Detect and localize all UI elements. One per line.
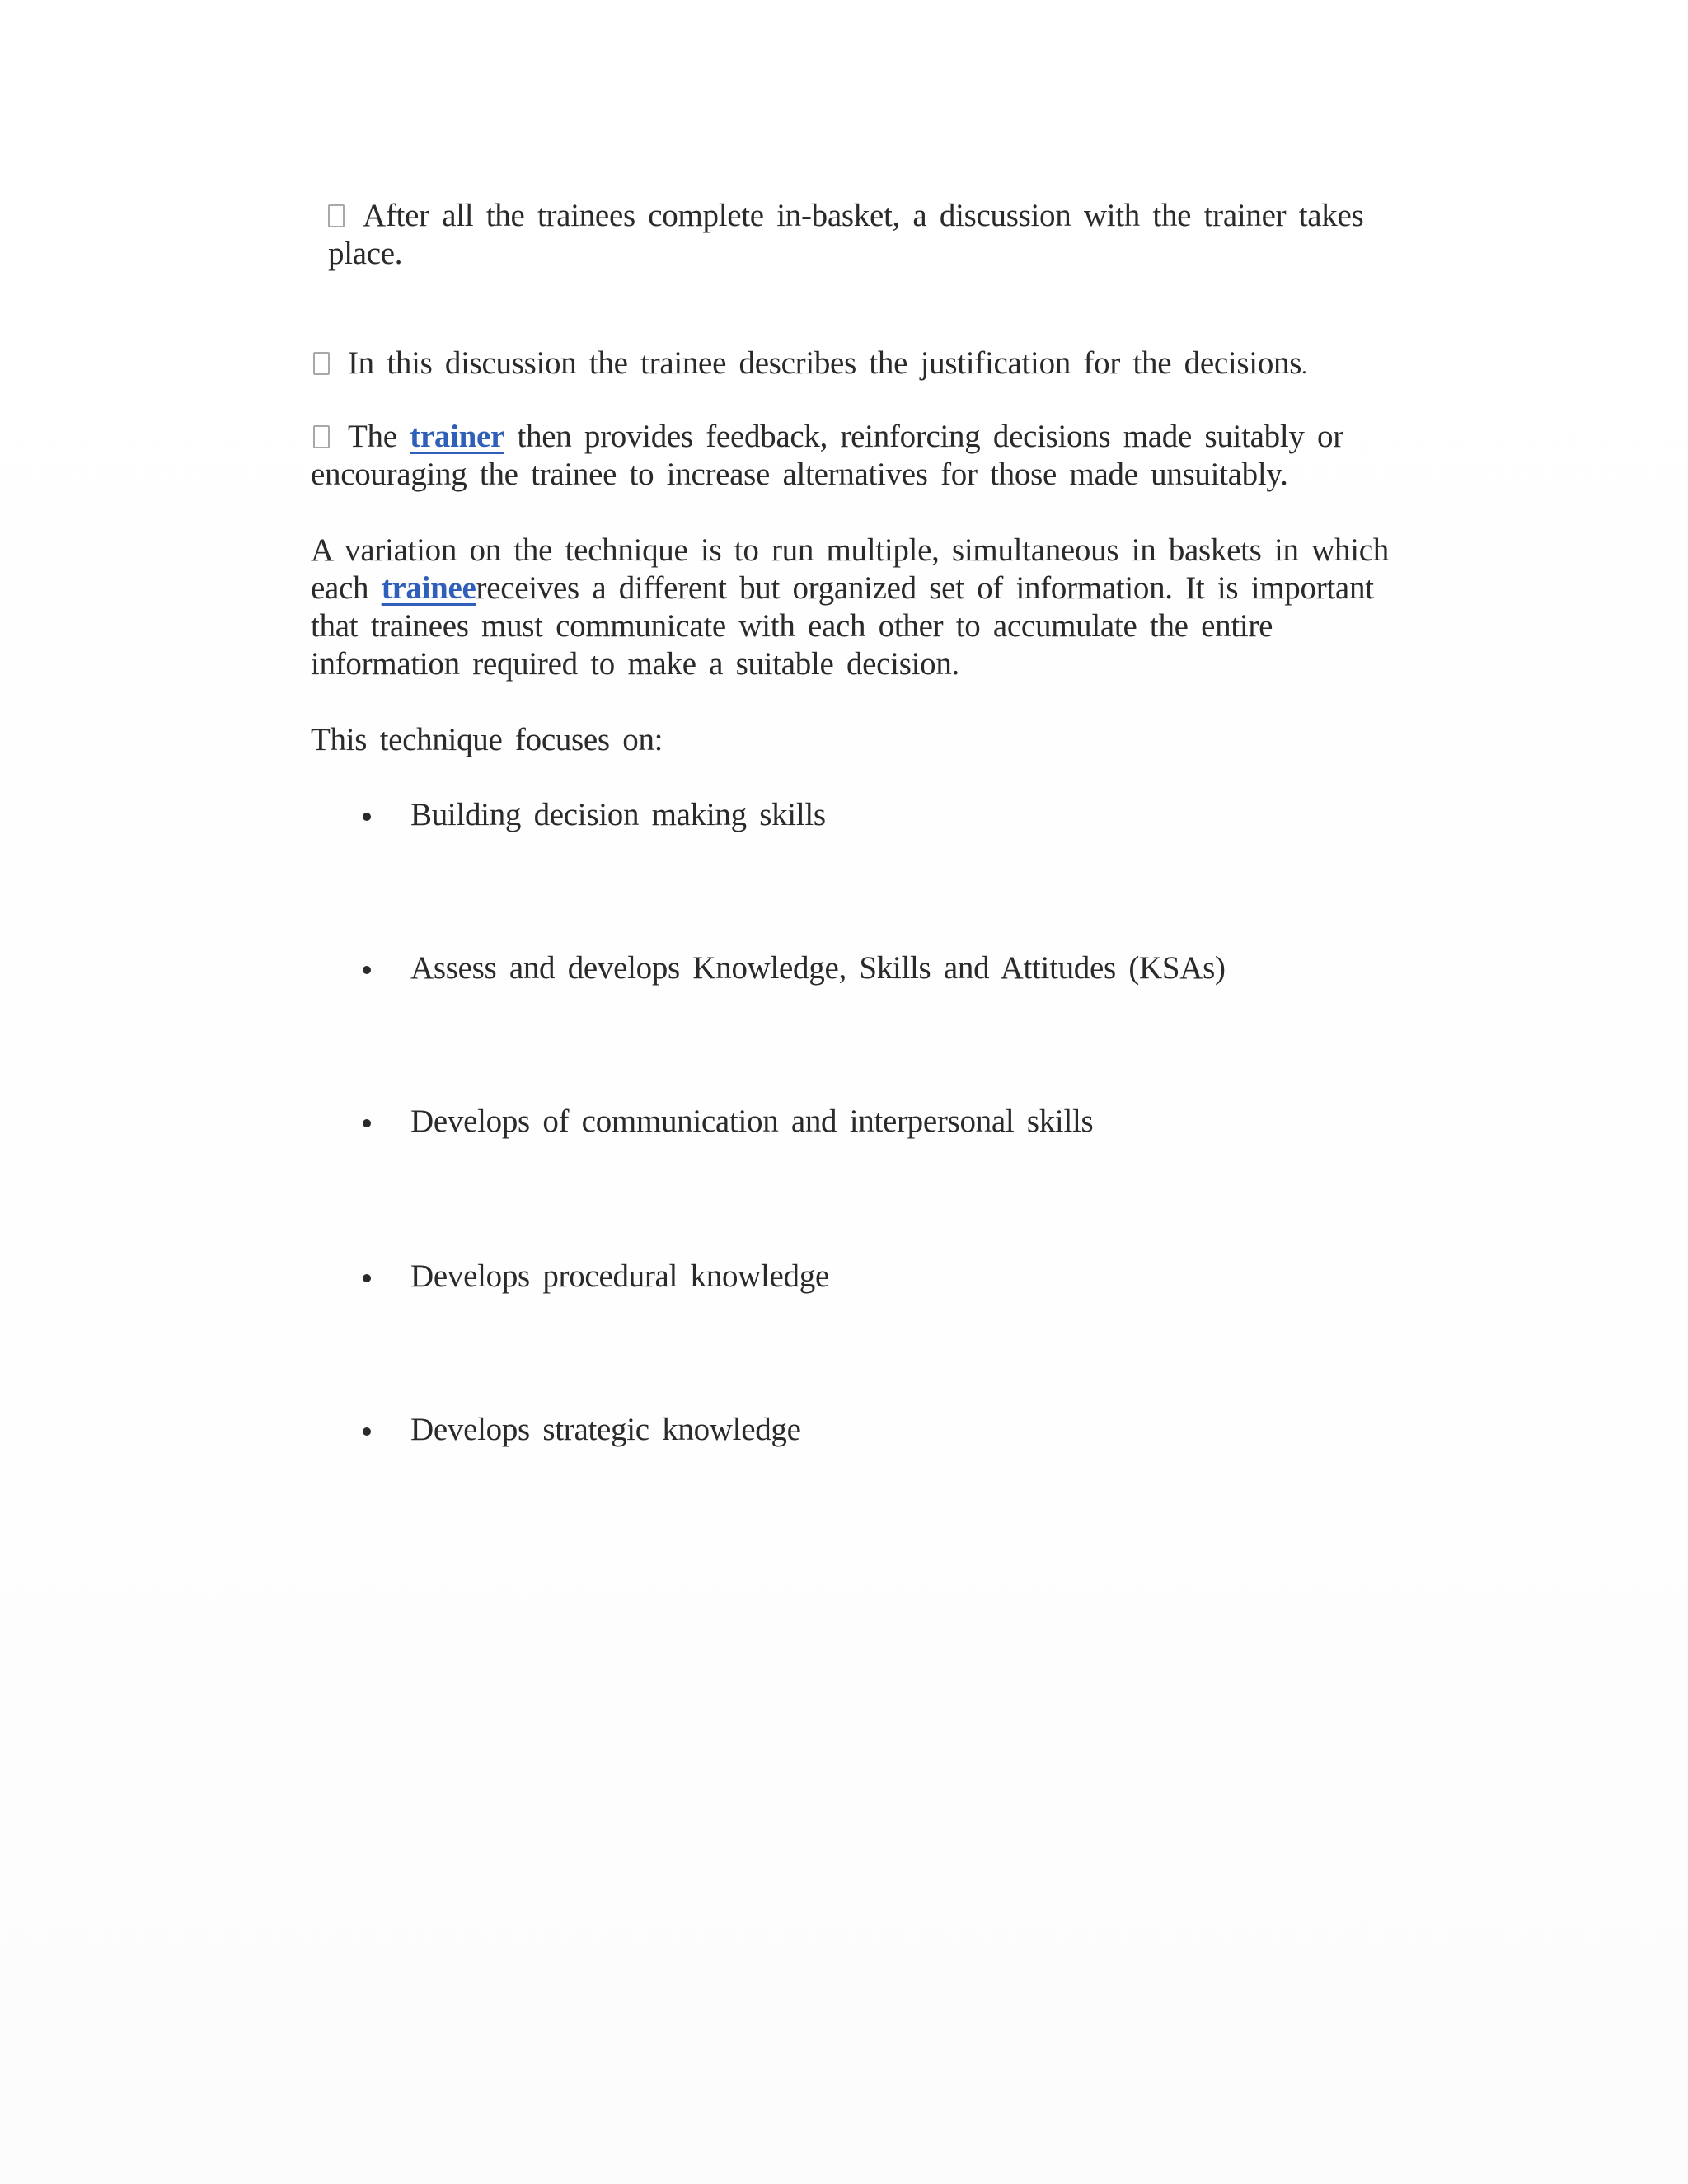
paragraph-line: In this discussion the trainee describes the justification for the decisions bbox=[348, 345, 1302, 381]
paragraph-line: information required to make a suitable decision. bbox=[311, 646, 959, 682]
trainee-link[interactable]: trainee bbox=[381, 570, 476, 606]
paragraph-line: that trainees must communicate with each other to accumulate the entire bbox=[311, 608, 1273, 644]
bullet-icon bbox=[363, 1274, 371, 1282]
missing-glyph-bullet-icon bbox=[313, 425, 330, 448]
bullet-icon bbox=[363, 1119, 371, 1127]
paragraph-trainer-feedback bbox=[313, 418, 1343, 456]
list-item-text: Develops strategic knowledge bbox=[410, 1412, 801, 1447]
bullet-icon bbox=[363, 813, 371, 821]
paragraph-word: The bbox=[348, 419, 397, 454]
paragraph-line: place. bbox=[328, 236, 403, 271]
paragraph-discussion-after-inbasket bbox=[328, 197, 1363, 235]
paragraph-line: then provides feedback, reinforcing decisions made suitably or bbox=[517, 419, 1343, 454]
paragraph-justification bbox=[313, 344, 1306, 386]
list-item-text: Assess and develops Knowledge, Skills and Attitudes (KSAs) bbox=[410, 950, 1226, 986]
focus-heading: This technique focuses on: bbox=[311, 722, 663, 757]
paragraph-word: each bbox=[311, 570, 369, 606]
bullet-icon bbox=[363, 966, 371, 974]
paragraph-line: A variation on the technique is to run multiple, simultaneous in baskets in which bbox=[311, 532, 1390, 568]
list-item-text: Building decision making skills bbox=[410, 797, 826, 832]
bullet-icon bbox=[363, 1427, 371, 1436]
list-item-text: Develops procedural knowledge bbox=[410, 1258, 829, 1294]
paragraph-line: encouraging the trainee to increase alternatives for those made unsuitably. bbox=[311, 457, 1288, 492]
missing-glyph-bullet-icon bbox=[313, 352, 330, 375]
missing-glyph-bullet-icon bbox=[328, 204, 345, 227]
paragraph-line: receives a different but organized set of information. It is important bbox=[476, 570, 1374, 606]
paragraph-period: . bbox=[1301, 354, 1307, 378]
list-item-text: Develops of communication and interpersonal skills bbox=[410, 1104, 1094, 1139]
paragraph-line-with-link bbox=[311, 569, 1374, 607]
paragraph-line: After all the trainees complete in-basket, a discussion with the trainer takes bbox=[363, 198, 1364, 233]
trainer-link[interactable]: trainer bbox=[410, 419, 505, 454]
